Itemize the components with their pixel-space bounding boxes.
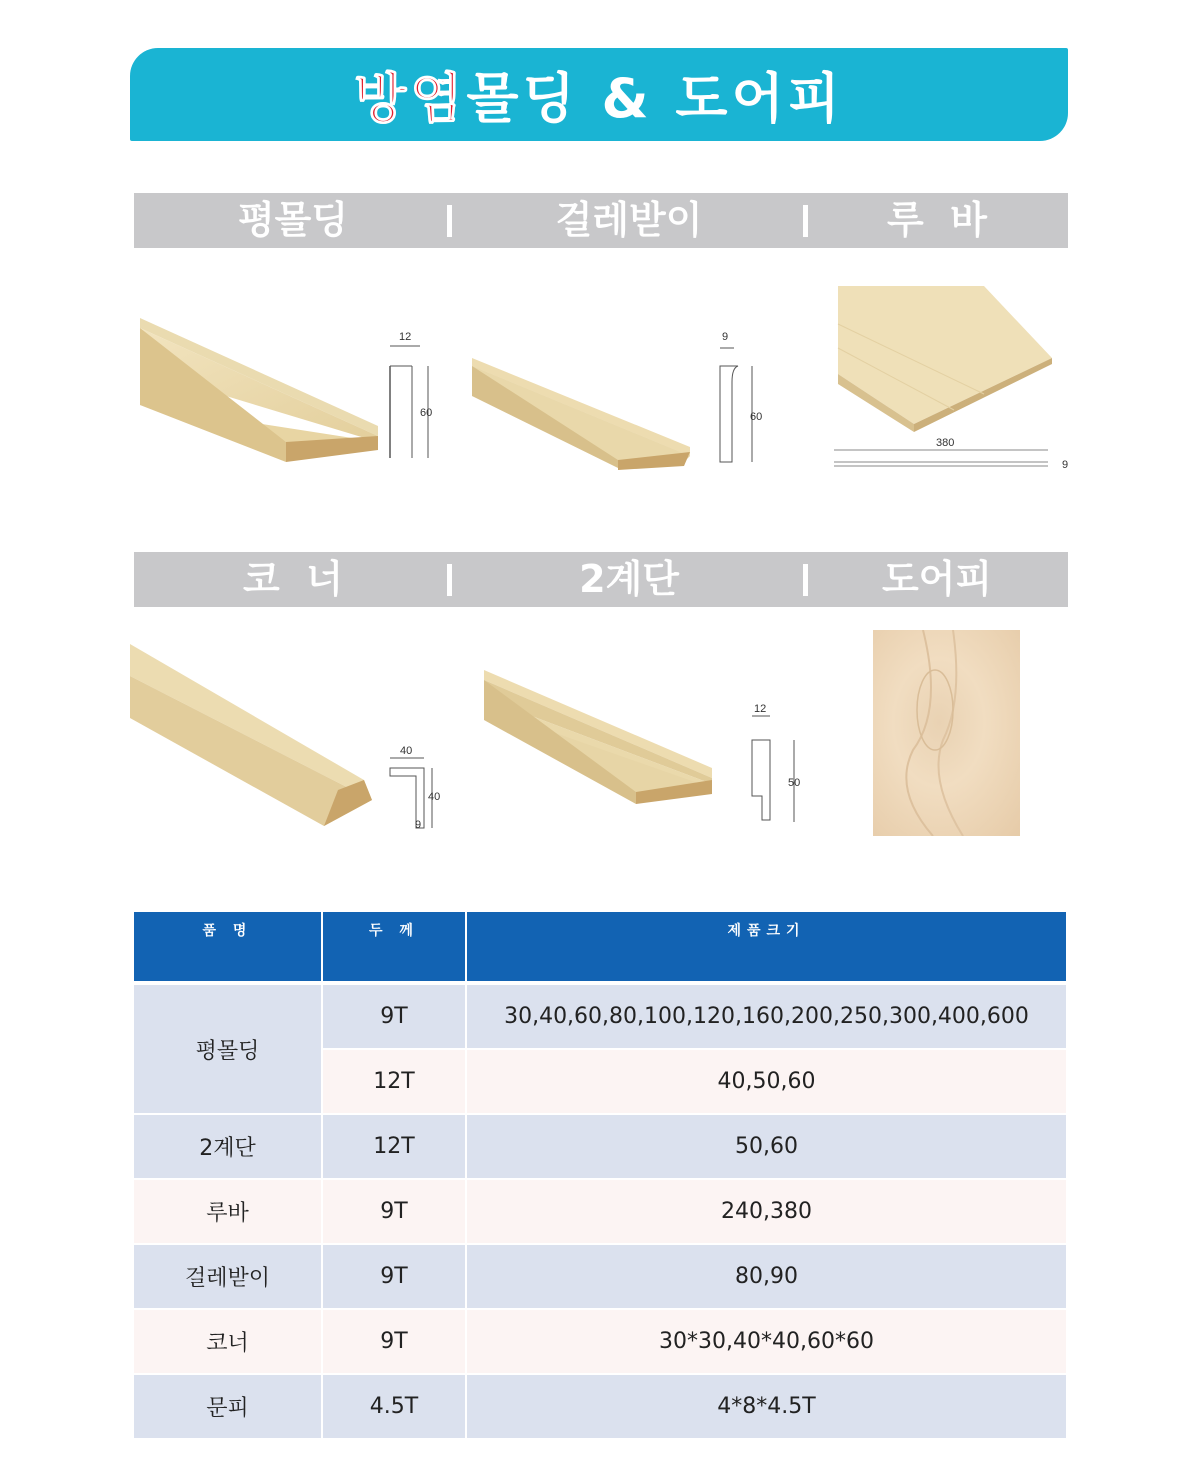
header-thickness: 두 께 [322, 912, 466, 983]
spec-table [134, 912, 1066, 1440]
dim-baseboard-height: 60 [750, 411, 763, 423]
table-row [134, 1374, 1066, 1439]
dim-two-step-width: 12 [754, 703, 767, 715]
wood-grain [873, 630, 1020, 836]
dim-flat-width: 12 [399, 331, 412, 343]
cell-thickness: 9T [322, 1179, 466, 1244]
two-step-dimension [746, 700, 816, 830]
cell-name: 평몰딩 [134, 983, 322, 1114]
cell-thickness: 9T [322, 1244, 466, 1309]
louver-image [834, 284, 1074, 480]
cell-size: 4*8*4.5T [466, 1374, 1066, 1439]
category-two-step: 2계단 [579, 557, 679, 601]
dim-louver-thickness: 9 [1062, 459, 1069, 471]
category-flat-molding: 평몰딩 [237, 198, 349, 242]
title-white-part: 몰딩 & 도어피 [466, 67, 844, 130]
cell-size: 30,40,60,80,100,120,160,200,250,300,400,600 [466, 983, 1066, 1049]
cell-thickness: 9T [322, 983, 466, 1049]
dim-two-step-height: 50 [788, 777, 801, 789]
cell-name: 문피 [134, 1374, 322, 1439]
cell-thickness: 9T [322, 1309, 466, 1374]
cell-size: 50,60 [466, 1114, 1066, 1179]
table-row [134, 1179, 1066, 1244]
category-baseboard: 걸레받이 [555, 198, 703, 242]
category-corner: 코 너 [243, 557, 343, 601]
baseboard-image [470, 352, 700, 472]
dim-baseboard-width: 9 [722, 331, 729, 343]
flat-molding-dimension [382, 326, 442, 466]
cell-name: 걸레받이 [134, 1244, 322, 1309]
cell-size: 30*30,40*40,60*60 [466, 1309, 1066, 1374]
cell-thickness: 12T [322, 1049, 466, 1114]
header-size: 제품크기 [466, 912, 1066, 983]
title-banner [130, 48, 1068, 141]
page-title [130, 48, 1068, 141]
category-door-skin: 도어피 [881, 557, 993, 601]
table-row [134, 1114, 1066, 1179]
dim-corner-t: 9 [415, 819, 422, 831]
cell-size: 80,90 [466, 1244, 1066, 1309]
dim-louver-width: 380 [936, 437, 955, 449]
dim-corner-a: 40 [400, 745, 413, 757]
cell-thickness: 4.5T [322, 1374, 466, 1439]
category-bar-bottom [134, 552, 1068, 607]
dim-flat-height: 60 [420, 407, 433, 419]
table-header-row [134, 912, 1066, 983]
baseboard-dimension [712, 330, 772, 470]
cell-size: 40,50,60 [466, 1049, 1066, 1114]
table-row [134, 1244, 1066, 1309]
header-name: 품 명 [134, 912, 322, 983]
table-row [134, 1309, 1066, 1374]
title-red-part: 방염 [354, 67, 467, 130]
cell-name: 루바 [134, 1179, 322, 1244]
category-louver: 루 바 [887, 198, 987, 242]
cell-name: 코너 [134, 1309, 322, 1374]
door-skin-image [873, 630, 1020, 836]
category-bar-top [134, 193, 1068, 248]
corner-dimension [382, 740, 452, 836]
cell-name: 2계단 [134, 1114, 322, 1179]
cell-thickness: 12T [322, 1114, 466, 1179]
table-row [134, 983, 1066, 1049]
dim-corner-b: 40 [428, 791, 441, 803]
cell-size: 240,380 [466, 1179, 1066, 1244]
corner-image [128, 640, 378, 830]
two-step-image [482, 668, 718, 808]
